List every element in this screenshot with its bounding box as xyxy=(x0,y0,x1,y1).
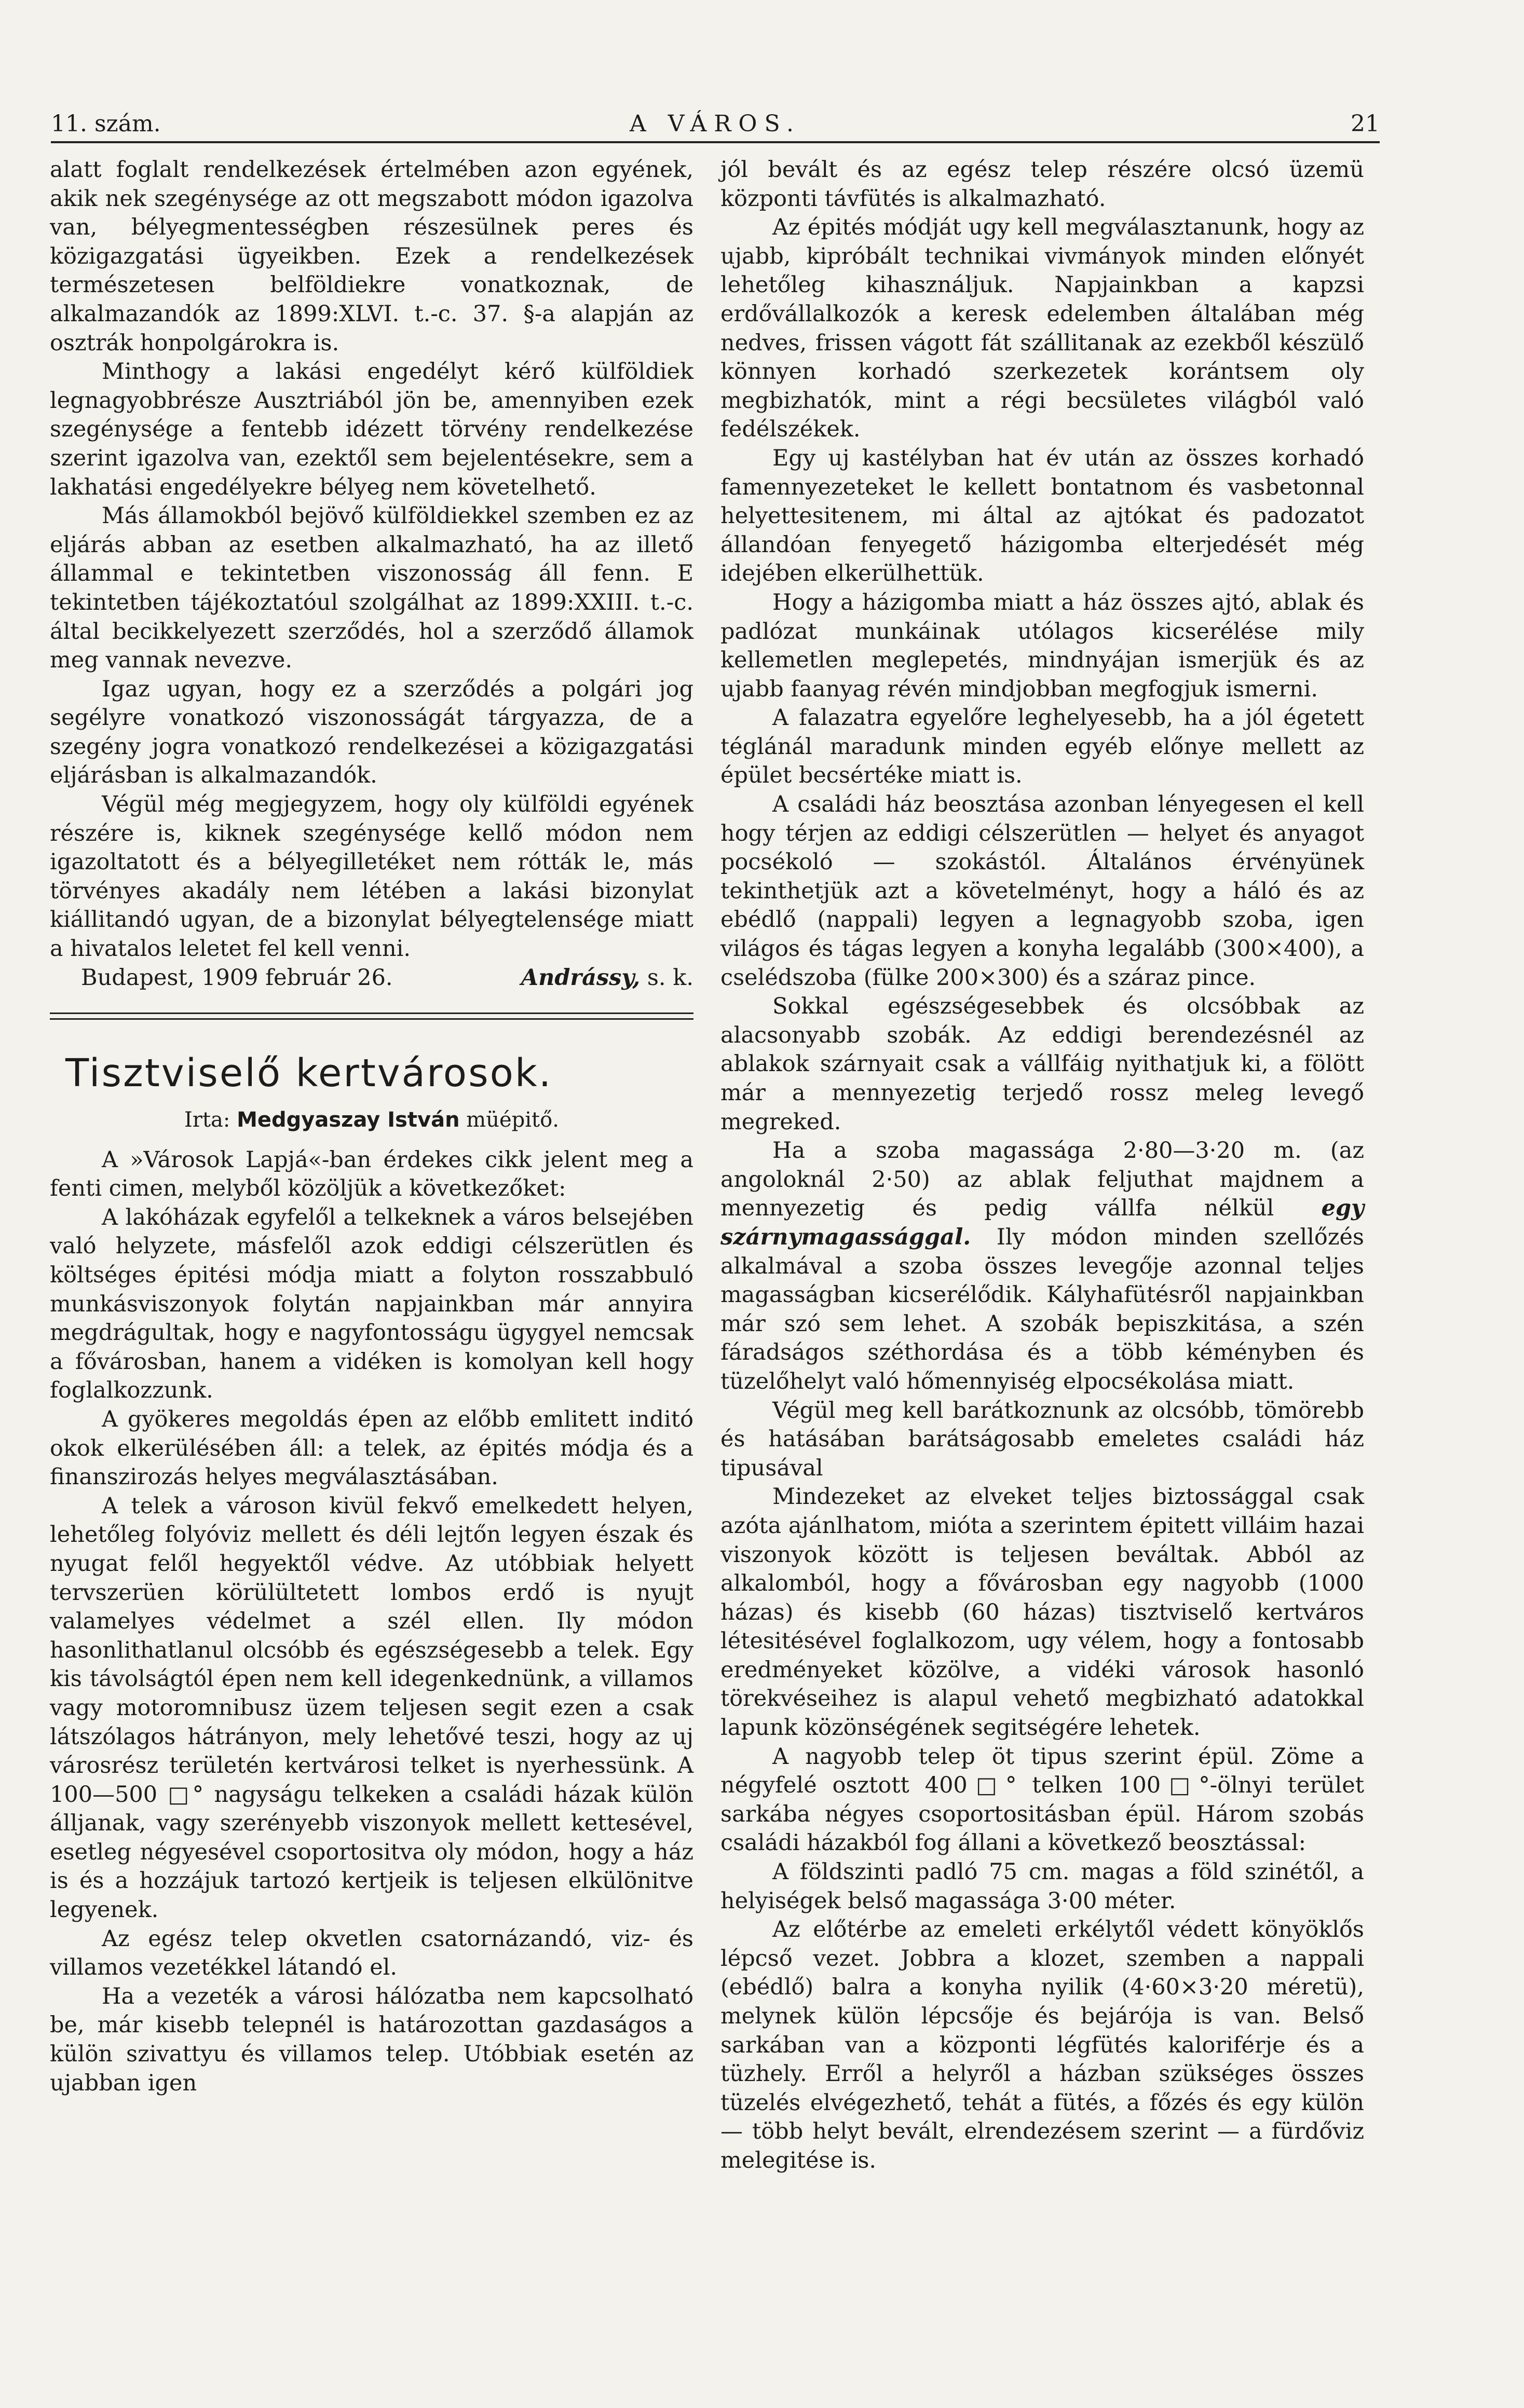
right-column xyxy=(720,156,1364,2176)
byline-author: Medgyaszay István xyxy=(237,1107,460,1132)
paragraph-text: Ily módon minden szellőzés alkalmával a szoba összes levegője azonnal teljes magasságban kicserélődik. Kályhafütésről napjainkban már szó sem lehet. A szobák bepiszkitása, a szén fáradságos széthordása és a több kéményben és tüzelőhelyt való hőmennyiség elpocsékolása miatt. xyxy=(720,1224,1364,1394)
paragraph: A földszinti padló 75 cm. magas a föld szinétől, a helyiségek belső magassága 3·00 méter. xyxy=(720,1859,1364,1914)
paragraph: Egy uj kastélyban hat év után az összes korhadó famennyezeteket le kellett bontatnom és vasbetonnal helyettesitenem, mi által az ajtókat és padozatot állandóan fenyegető házigomba elterjedését még idejében elkerülhettük. xyxy=(720,445,1364,587)
signature xyxy=(490,964,693,993)
issue-number: 11. szám. xyxy=(51,111,161,137)
paragraph: Végül meg kell barátkoznunk az olcsóbb, tömörebb és hatásában barátságosabb emeletes családi ház tipusával xyxy=(720,1397,1364,1481)
section-divider xyxy=(50,1013,693,1020)
paragraph: A lakóházak egyfelől a telkeknek a város belsejében való helyzete, másfelől azok eddigi célszerütlen és költséges épitési módja miatt a folyton rosszabbuló munkásviszonyok folytán napjainkban már annyira megdrágultak, hogy e nagyfontosságu ügygyel nemcsak a fővárosban, hanem a vidéken is komolyan kell hogy foglalkozzunk. xyxy=(50,1204,693,1404)
paragraph: A falazatra egyelőre leghelyesebb, ha a jól égetett téglánál maradunk minden egyéb előnye mellett az épület becsértéke miatt is. xyxy=(720,705,1364,789)
paragraph: jól bevált és az egész telep részére olcsó üzemü központi távfütés is alkalmazható. xyxy=(720,157,1364,212)
byline-prefix: Irta: xyxy=(184,1107,230,1132)
signature-suffix: s. k. xyxy=(647,964,693,991)
paragraph: Más államokból bejövő külföldiekkel szemben ez az eljárás abban az esetben alkalmazható, ha az illető állammal e tekintetben viszonosság áll fenn. E tekintetben tájékoztatóul szolgálhat az 1899:XXIII. t.-c. által becikkelyezett szerződés, hol a szerződő államok meg vannak nevezve. xyxy=(50,503,693,674)
paragraph: Ha a vezeték a városi hálózatba nem kapcsolható be, már kisebb telepnél is határozottan gazdaságos a külön szivattyu és villamos telep. Utóbbiak esetén az ujabban igen xyxy=(50,1983,693,2096)
journal-title: A VÁROS. xyxy=(629,111,801,137)
paragraph: A gyökeres megoldás épen az előbb emlitett inditó okok elkerülésében áll: a telek, az épités módja és a finanszirozás helyes megválasztásában. xyxy=(50,1406,693,1490)
emphasis-text: egy szárnymagassággal. xyxy=(720,1195,1365,1250)
byline xyxy=(50,1106,693,1134)
signature-name: Andrássy, xyxy=(521,964,641,991)
paragraph: Végül még megjegyzem, hogy oly külföldi egyének részére is, kiknek szegénysége kellő módon nem igazoltatott és a bélyegilletéket nem rótták le, más törvényes akadály nem létében a lakási bizonylat kiállitandó ugyan, de a bizonylat bélyegtelensége miatt a hivatalos leletet fel kell venni. xyxy=(50,791,693,962)
paragraph: Sokkal egészségesebbek és olcsóbbak az alacsonyabb szobák. Az eddigi berendezésnél az ablakok szárnyait csak a vállfáig nyithatjuk ki, a fölött már a mennyezetig terjedő rossz meleg levegő megreked. xyxy=(720,993,1364,1135)
paragraph: Igaz ugyan, hogy ez a szerződés a polgári jog segélyre vonatkozó viszonosságát tárgyazza, de a szegény jogra vonatkozó rendelkezései a közigazgatási eljárásban is alkalmazandók. xyxy=(50,676,693,789)
paragraph: Az egész telep okvetlen csatornázandó, viz- és villamos vezetékkel látandó el. xyxy=(50,1925,693,1981)
paragraph: Az épités módját ugy kell megválasztanunk, hogy az ujabb, kipróbált technikai vivmányok minden előnyét lehetőleg kihasználjuk. Napjainkban a kapzsi erdővállalkozók a keresk edelemben általában még nedves, frissen vágott fát szállitanak az ezekből készülő könnyen korhadó szerkezetek korántsem oly megbizhatók, mint a régi becsületes világból való fedélszékek. xyxy=(720,214,1364,443)
place-date-line xyxy=(50,964,693,993)
paragraph-text: Ha a szoba magassága 2·80—3·20 m. (az angoloknál 2·50) az ablak feljuthat majdnem a mennyezetig és pedig vállfa nélkül xyxy=(720,1138,1364,1222)
paragraph: A telek a városon kivül fekvő emelkedett helyen, lehetőleg folyóviz mellett és déli lejtőn legyen észak és nyugat felől hegyektől védve. Az utóbbiak helyett tervszerüen körülültetett lombos erdő is nyujt valamelyes védelmet a szél ellen. Ily módon hasonlithatlanul olcsóbb és egészségesebb a telek. Egy kis távolságtól épen nem kell idegenkednünk, a villamos vagy motoromnibusz üzem teljesen segit ezen a csak látszólagos hátrányon, mely lehetővé teszi, hogy az uj városrész területén kertvárosi telket is nyerhessünk. A 100—500 □° nagyságu telkeken a családi házak külön álljanak, vagy szerényebb viszonyok mellett kettesével, esetleg négyesével csoportositva oly módon, hogy a ház is és a hozzájuk tartozó kertjeik is teljesen elkülönitve legyenek. xyxy=(50,1493,693,1923)
paragraph: A »Városok Lapjá«-ban érdekes cikk jelent meg a fenti cimen, melyből közöljük a következőket: xyxy=(50,1146,693,1202)
page-number: 21 xyxy=(1351,111,1380,137)
paragraph: A családi ház beosztása azonban lényegesen el kell hogy térjen az eddigi célszerütlen — helyet és anyagot pocsékoló — szokástól. Általános érvényünek tekinthetjük azt a követelményt, hogy a háló és az ebédlő (nappali) legyen a legnagyobb szoba, igen világos és tágas legyen a konyha legalább (300×400), a cselédszoba (fülke 200×300) és a száraz pince. xyxy=(720,791,1364,991)
paragraph: Mindezeket az elveket teljes biztossággal csak azóta ajánlhatom, mióta a szerintem épitett villáim hazai viszonyok között is teljesen beváltak. Abból az alkalomból, hogy a fővárosban egy nagyobb (1000 házas) és kisebb (60 házas) tisztviselő kertváros létesitésével foglalkozom, ugy vélem, hogy a fontosabb eredményeket közölve, a vidéki városok hasonló törekvéseihez is alapul vehető megbizható adatokkal lapunk közönségének segitségére lehetek. xyxy=(720,1484,1364,1741)
paragraph: Minthogy a lakási engedélyt kérő külföldiek legnagyobbrésze Ausztriából jön be, amennyiben ezek szegénysége a fentebb idézett törvény rendelkezése szerint igazolva van, ezektől sem bejelentésekre, sem a lakhatási engedélyekre bélyeg nem követelhető. xyxy=(50,359,693,500)
paragraph: Az előtérbe az emeleti erkélytől védett könyöklős lépcső vezet. Jobbra a klozet, szemben a nappali (ebédlő) balra a konyha nyilik (4·60×3·20 méretü), melynek külön lépcsője és bejárója is van. Belső sarkában van a központi légfütés kaloriférje és a tüzhely. Erről a helyről a házban szükséges összes tüzelés elvégezhető, tehát a fütés, a főzés és egy külön — több helyt bevált, elrendezésem szerint — a fürdőviz melegitése is. xyxy=(720,1917,1364,2173)
paragraph: A nagyobb telep öt tipus szerint épül. Zöme a négyfelé osztott 400□° telken 100□°-ölnyi terület sarkába négyes csoportositásban épül. Három szobás családi házakból fog állani a következő beosztással: xyxy=(720,1743,1364,1856)
byline-suffix: müépitő. xyxy=(466,1107,559,1132)
left-column xyxy=(50,156,693,2098)
paragraph xyxy=(720,1137,1364,1396)
paragraph: Hogy a házigomba miatt a ház összes ajtó, ablak és padlózat munkáinak utólagos kicserélése mily kellemetlen meglepetés, mindnyájan ismerjük és az ujabb faanyag révén mindjobban megfogjuk ismerni. xyxy=(720,589,1364,702)
paragraph: alatt foglalt rendelkezések értelmében azon egyének, akik nek szegénysége az ott megszabott módon igazolva van, bélyegmentességben részesülnek peres és közigazgatási ügyeikben. Ezek a rendelkezések természetesen belföldiekre vonatkoznak, de alkalmazandók az 1899:XLVI. t.-c. 37. §-a alapján az osztrák honpolgárokra is. xyxy=(50,157,693,356)
place-date: Budapest, 1909 február 26. xyxy=(81,964,393,991)
article-title: Tisztviselő kertvárosok. xyxy=(65,1050,553,1096)
page-header xyxy=(51,110,1380,143)
